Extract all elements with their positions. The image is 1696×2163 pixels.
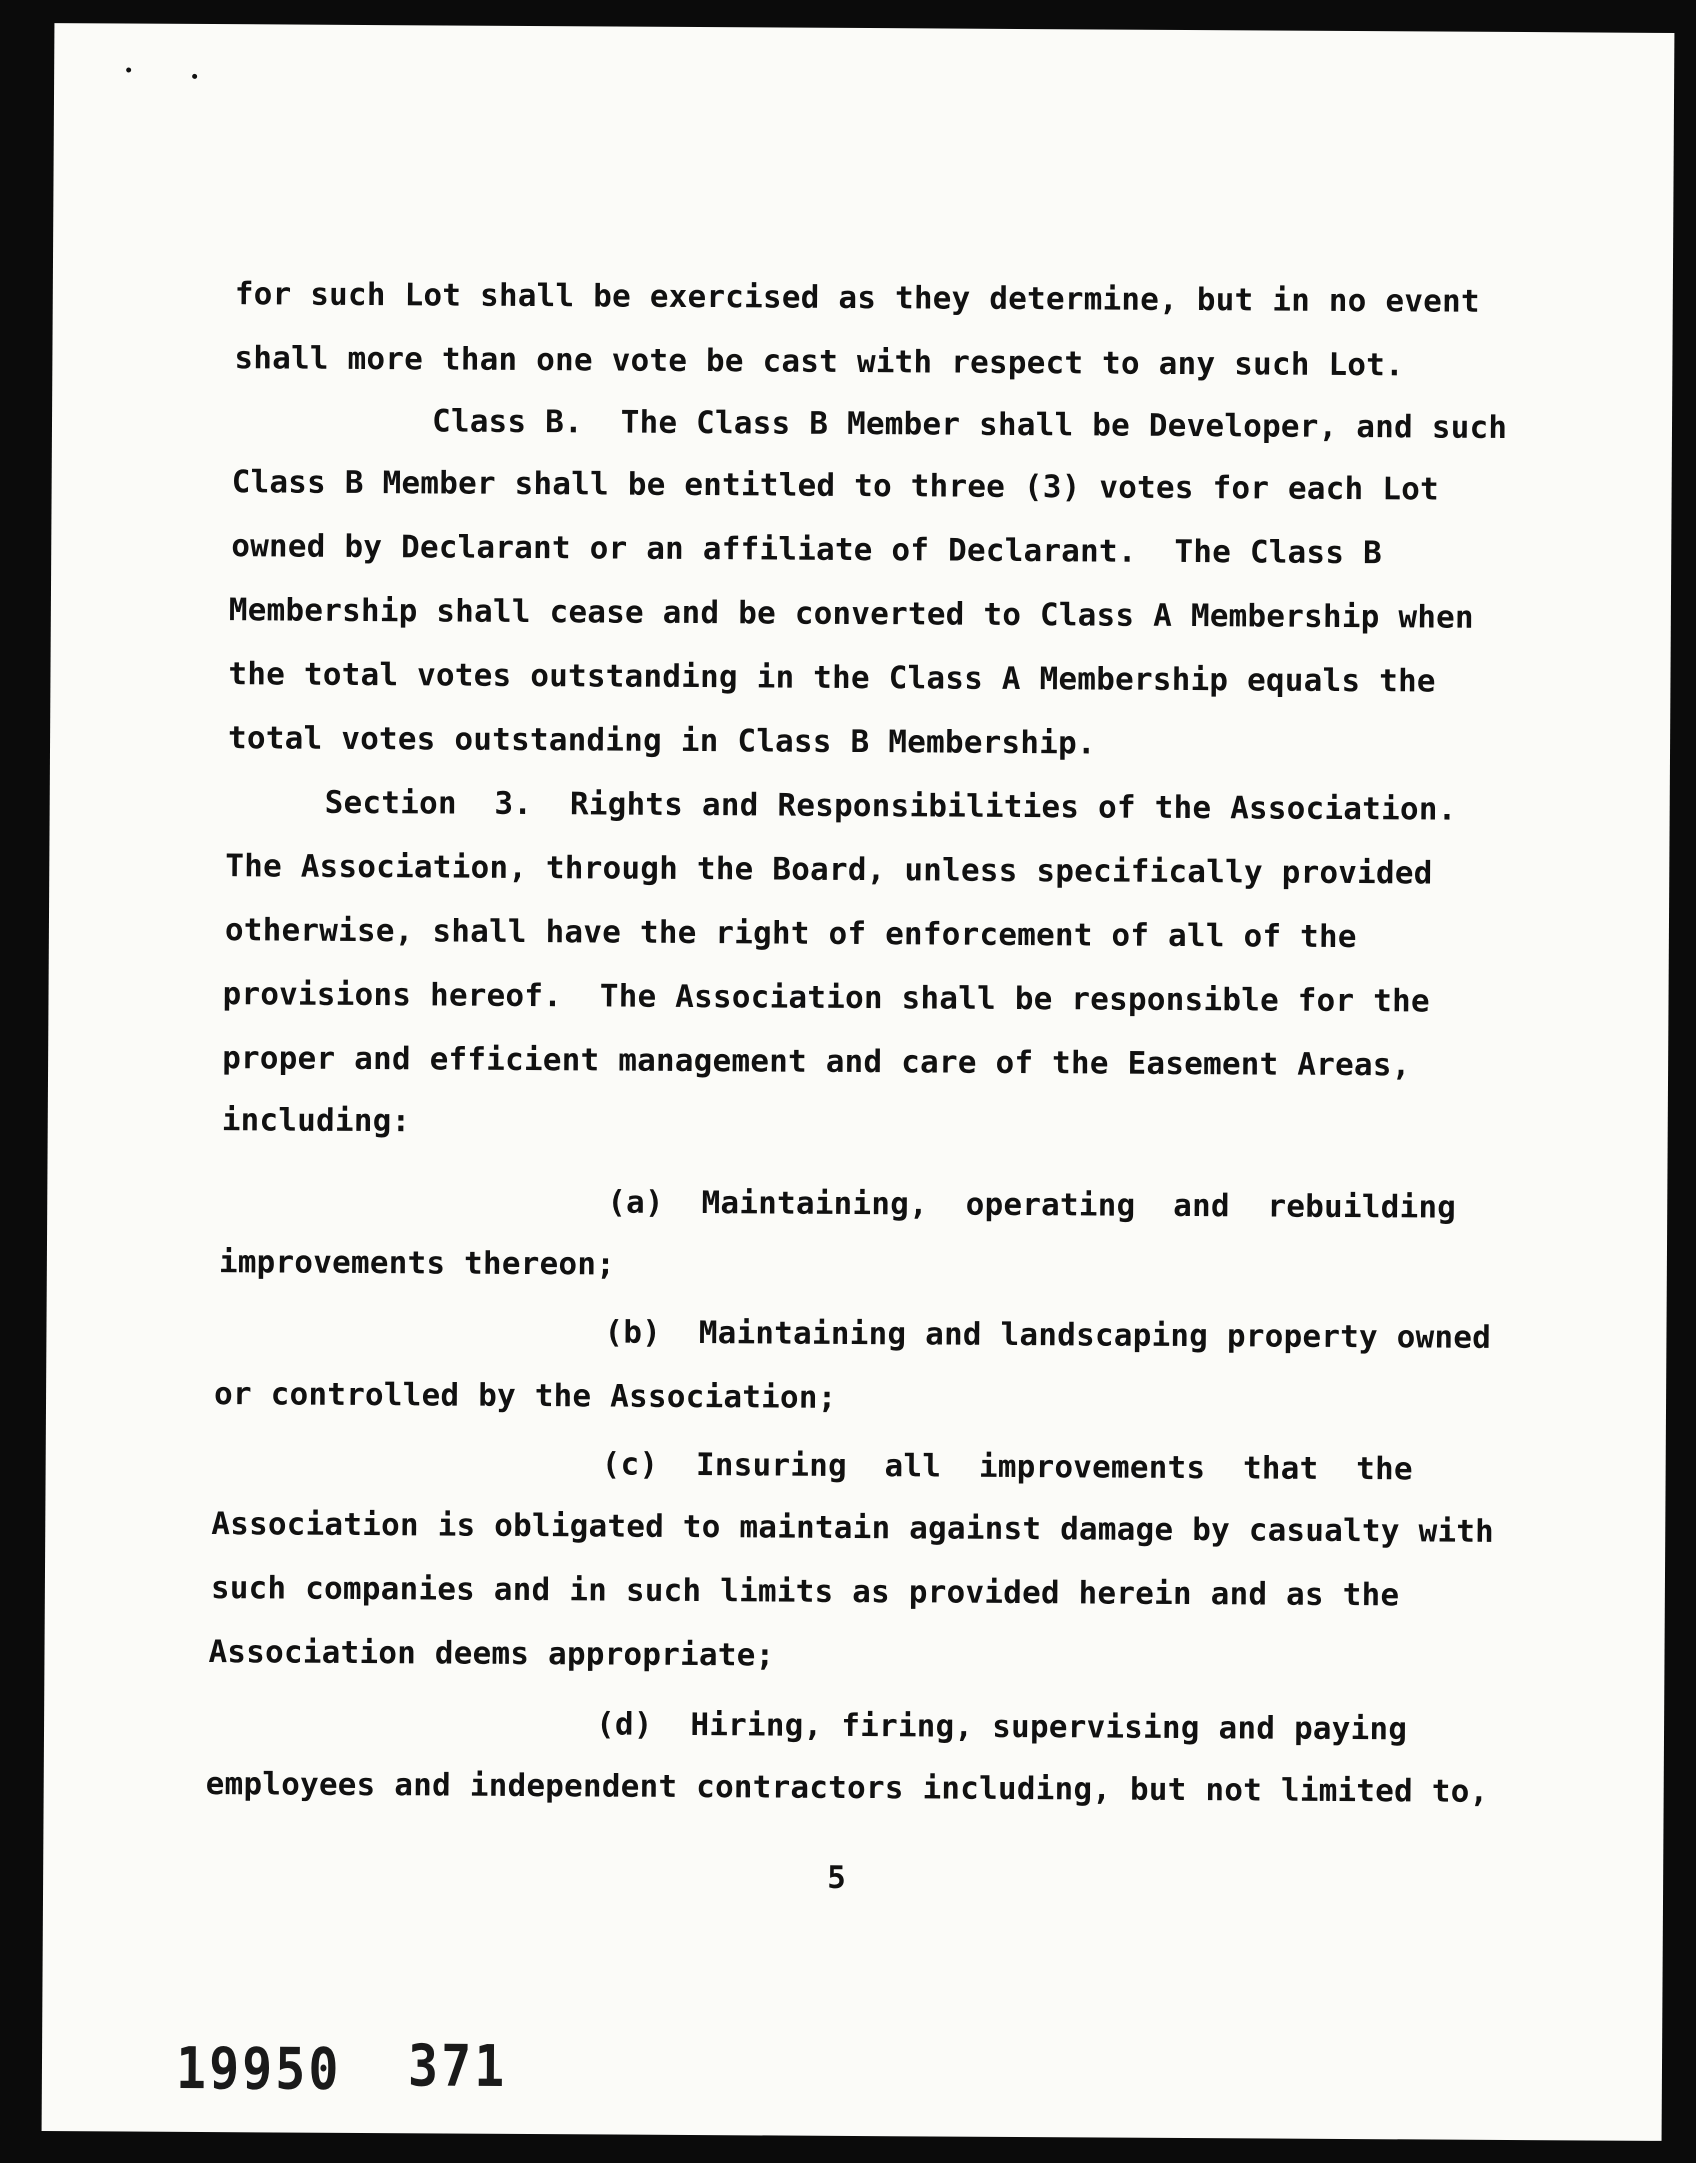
text-line: Association deems appropriate; [208, 1634, 775, 1674]
text-line: proper and efficient management and care of the Easement Areas, [222, 1040, 1411, 1084]
text-line: such companies and in such limits as provided herein and as the [210, 1570, 1400, 1614]
text-line: provisions hereof. The Association shall be responsible for the [222, 976, 1430, 1020]
document-page [42, 23, 1675, 2141]
list-item-c: (c) Insuring all improvements that the [601, 1446, 1413, 1488]
list-item-d: (d) Hiring, firing, supervising and paying [595, 1706, 1408, 1748]
text-line: Membership shall cease and be converted to Class A Membership when [228, 592, 1474, 636]
text-line: shall more than one vote be cast with respect to any such Lot. [234, 340, 1405, 384]
text-line: total votes outstanding in Class B Membership. [227, 720, 1096, 762]
text-line: the total votes outstanding in the Class A Membership equals the [228, 656, 1436, 700]
list-item-b: (b) Maintaining and landscaping property owned [604, 1314, 1492, 1356]
text-line: improvements thereon; [218, 1244, 616, 1283]
text-line: including: [221, 1102, 411, 1140]
text-line: Association is obligated to maintain against damage by casualty with [211, 1506, 1495, 1550]
text-line: Class B. The Class B Member shall be Developer, and such [431, 403, 1508, 446]
section-heading: Section 3. Rights and Responsibilities of the Association. [324, 784, 1457, 828]
text-line: for such Lot shall be exercised as they determine, but in no event [234, 276, 1480, 320]
page-number: 5 [827, 1859, 846, 1896]
text-line: or controlled by the Association; [213, 1376, 837, 1416]
text-line: Class B Member shall be entitled to three (3) votes for each Lot [231, 464, 1440, 508]
text-line: employees and independent contractors including, but not limited to, [205, 1766, 1489, 1810]
stamp-number-left: 19950 [175, 2035, 342, 2103]
text-line: owned by Declarant or an affiliate of Declarant. The Class B [231, 528, 1383, 572]
text-line: otherwise, shall have the right of enforcement of all of the [224, 912, 1357, 956]
list-item-a: (a) Maintaining, operating and rebuilding [607, 1184, 1457, 1226]
stamp-number-right: 371 [407, 2032, 508, 2100]
text-line: The Association, through the Board, unless specifically provided [225, 848, 1433, 892]
document-body [42, 23, 1675, 2141]
